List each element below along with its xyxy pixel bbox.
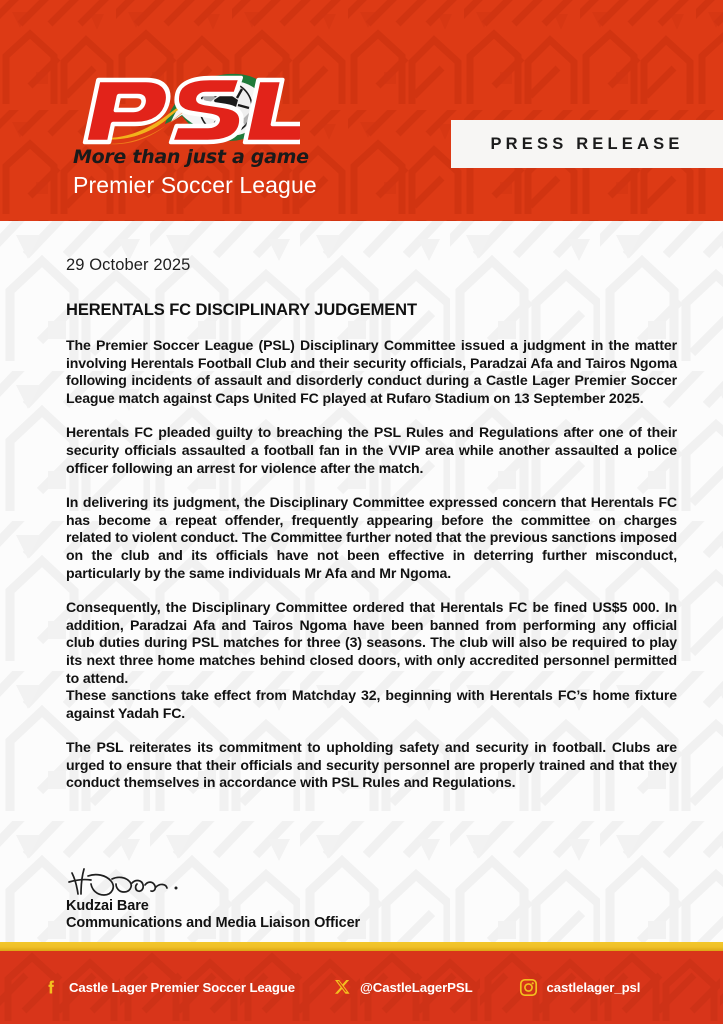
psl-league-name: Premier Soccer League	[73, 172, 317, 198]
psl-wordmark	[70, 72, 300, 148]
page-footer	[0, 951, 723, 1024]
social-link-facebook[interactable]	[40, 977, 295, 999]
psl-logo[interactable]	[70, 52, 360, 197]
accent-divider	[0, 942, 723, 951]
instagram-icon	[518, 977, 540, 999]
handwritten-signature-icon	[66, 867, 196, 901]
instagram-handle: castlelager_psl	[546, 980, 641, 995]
facebook-handle: Castle Lager Premier Soccer League	[69, 980, 296, 995]
social-links	[40, 951, 640, 1024]
signature-block	[66, 867, 526, 931]
press-release-label: PRESS RELEASE	[490, 134, 684, 153]
document-body	[0, 221, 723, 942]
document-content	[66, 221, 677, 792]
paragraph-2: Herentals FC pleaded guilty to breaching the PSL Rules and Regulations after one of their security officials assaulted a football fan in the VVIP area while another assaulted a police officer following an arrest for violence after the match.	[66, 424, 677, 476]
paragraph-4: Consequently, the Disciplinary Committee ordered that Herentals FC be fined US$5 000. In addition, Paradzai Afa and Tairos Ngoma have been banned from performing any official club duties during PSL matches for three (3) seasons. The club will also be required to play its next three home matches behind closed doors, with only accredited personnel permitted to attend.	[66, 599, 677, 686]
social-link-instagram[interactable]	[518, 977, 641, 999]
document-date: 29 October 2025	[66, 256, 191, 274]
social-link-x[interactable]	[331, 977, 473, 999]
paragraph-3: In delivering its judgment, the Disciplinary Committee expressed concern that Herentals FC has become a repeat offender, frequently appearing before the committee on charges related to violent conduct. The Committee further noted that the previous sanctions imposed on the club and its officials have not been effective in deterring further misconduct, particularly by the same individuals Mr Afa and Mr Ngoma.	[66, 494, 677, 581]
x-twitter-icon	[331, 977, 353, 999]
paragraph-1: The Premier Soccer League (PSL) Disciplinary Committee issued a judgment in the matter involving Herentals Football Club and their security officials, Paradzai Afa and Tairos Ngoma following incidents of assault and disorderly conduct during a Castle Lager Premier Soccer League match against Caps United FC played at Rufaro Stadium on 13 September 2025.	[66, 337, 677, 406]
facebook-icon	[40, 977, 62, 999]
paragraph-6: The PSL reiterates its commitment to upholding safety and security in football. Clubs are urged to ensure that their officials and security personnel are properly trained and that they conduct themselves in accordance with PSL Rules and Regulations.	[66, 739, 677, 791]
signatory-role: Communications and Media Liaison Officer	[66, 915, 361, 931]
signatory-name: Kudzai Bare	[66, 898, 149, 914]
press-release-badge	[451, 120, 723, 168]
paragraph-5: These sanctions take effect from Matchday 32, beginning with Herentals FC’s home fixture against Yadah FC.	[66, 687, 677, 721]
x-handle: @CastleLagerPSL	[360, 980, 473, 995]
document-title: HERENTALS FC DISCIPLINARY JUDGEMENT	[66, 301, 417, 319]
psl-tagline: More than just a game	[73, 146, 309, 168]
page-header	[0, 0, 723, 221]
